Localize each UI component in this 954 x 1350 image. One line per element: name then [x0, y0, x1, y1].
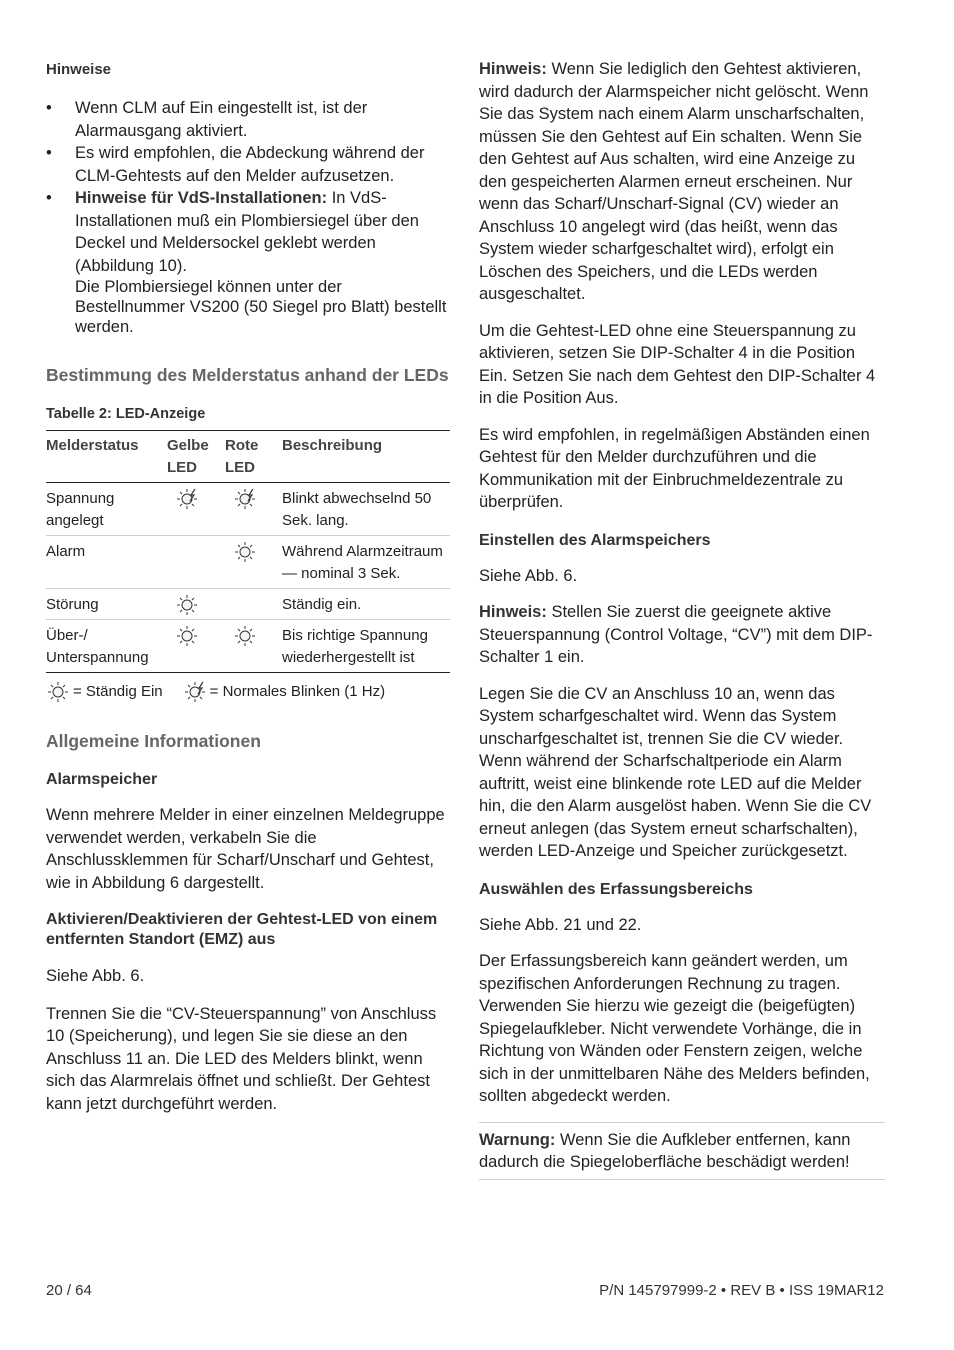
- general-heading: Allgemeine Informationen: [46, 731, 261, 751]
- cell-red-led: [225, 483, 282, 536]
- cell-red-led: [225, 589, 282, 620]
- document-reference: P/N 145797999-2 • REV B • ISS 19MAR12: [599, 1282, 884, 1299]
- recommend-paragraph: Es wird empfohlen, in regelmäßigen Abständen einen Gehtest für den Melder durchzuführen und die Kommunikation mit der Einbruchmeldezentrale zu überprüfen.: [479, 425, 870, 511]
- vds-extra: Die Plombiersiegel können unter der Bestellnummer VS200 (50 Siegel pro Blatt) bestellt werden.: [75, 278, 447, 336]
- led-steady-icon: [46, 681, 70, 703]
- see-figure-6-right: Siehe Abb. 6.: [479, 566, 578, 585]
- cell-yellow-led: [167, 483, 225, 536]
- cell-yellow-led: [167, 536, 225, 589]
- cell-red-led: [225, 620, 282, 673]
- cell-description: Bis richtige Spannung wiederhergestellt ist: [282, 620, 450, 673]
- note-cv-label: Hinweis:: [479, 603, 547, 621]
- note-item: • Wenn CLM auf Ein eingestellt ist, ist der Alarmausgang aktiviert.: [46, 97, 450, 142]
- cell-status: Alarm: [46, 536, 167, 589]
- memory-set-heading: Einstellen des Alarmspeichers: [479, 531, 711, 549]
- table-header-row: [46, 431, 450, 483]
- left-column: [46, 58, 450, 1115]
- remote-text: Trennen Sie die “CV-Steuerspannung” von Anschluss 10 (Speicherung), und legen Sie sie diese an den Anschluss 11 an. Die LED des Melders blinkt, wenn sich das Alarmrelais öffnet und schließt. Der Gehtest kann jetzt durchgeführt werden.: [46, 1004, 437, 1113]
- table-caption: Tabelle 2: LED-Anzeige: [46, 406, 206, 422]
- note-item-vds: [46, 187, 450, 337]
- col-header-red: Rote LED: [225, 431, 282, 483]
- cell-status: Spannung angelegt: [46, 490, 115, 529]
- cell-yellow-led: [167, 589, 225, 620]
- coverage-paragraph: Der Erfassungsbereich kann geändert werden, um spezifischen Anforderungen Rechnung zu tragen. Verwenden Sie hierzu wie gezeigt die (beigefügten) Spiegelaufkleber. Nicht verwendete Vorhänge, die in Richtung von Wänden oder Fenstern zeigen, welche sich in der unmittelbaren Nähe des Melders befinden, sollten abgedeckt werden.: [479, 952, 870, 1105]
- warning-text: Wenn Sie die Aufkleber entfernen, kann dadurch die Spiegeloberfläche beschädigt werden!: [479, 1130, 851, 1171]
- led-steady-icon: [233, 625, 257, 647]
- coverage-heading: Auswählen des Erfassungsbereichs: [479, 880, 753, 898]
- legend-blink-text: = Normales Blinken (1 Hz): [209, 683, 386, 700]
- led-blink-icon: [183, 681, 207, 703]
- note-text: Wenn Sie lediglich den Gehtest aktivieren, wird dadurch der Alarmspeicher nicht gelöscht. Wenn Sie das System nach einem Alarm unscharfschalten, müssen Sie den Gehtest auf Ein schalten. Wenn Sie den Gehtest auf Aus schalten, wird eine Anzeige zu den gespeicherten Alarmen erneut erscheinen. Nur wenn das Scharf/Unscharf-Signal (CV) wieder an Anschluss 10 angelegt wird (das heißt, wenn das System wieder scharfgeschaltet wird), erfolgt ein Löschen des Speichers, und die LEDs werden ausgeschaltet.: [479, 60, 869, 303]
- vds-text: In VdS-Installationen muß ein Plombiersiegel über den Deckel und Meldersockel geklebt werden (Abbildung 10).: [75, 189, 419, 275]
- see-figure-21-22: Siehe Abb. 21 und 22.: [479, 915, 642, 934]
- notes-list: [46, 97, 450, 337]
- legend-steady-text: = Ständig Ein: [73, 683, 163, 700]
- dip-paragraph: Um die Gehtest-LED ohne eine Steuerspannung zu aktivieren, setzen Sie DIP-Schalter 4 in die Position Ein. Setzen Sie nach dem Gehtest den DIP-Schalter 4 in die Position Aus.: [479, 321, 876, 407]
- cell-yellow-led: [167, 620, 225, 673]
- remote-heading: Aktivieren/Deaktivieren der Gehtest-LED von einem entfernten Standort (EMZ) aus: [46, 911, 438, 948]
- vds-label: Hinweise für VdS-Installationen:: [75, 189, 328, 207]
- table-row: [46, 536, 450, 589]
- table-row: [46, 589, 450, 620]
- note-cv-text: Stellen Sie zuerst die geeignete aktive Steuerspannung (Control Voltage, “CV”) mit dem DIP-Schalter 1 ein.: [479, 603, 873, 666]
- led-table: [46, 430, 450, 673]
- led-steady-icon: [175, 625, 199, 647]
- cell-description: Während Alarmzeitraum — nominal 3 Sek.: [282, 536, 450, 589]
- cell-status: Störung: [46, 589, 167, 620]
- cell-status: Über-/ Unterspannung: [46, 620, 167, 673]
- led-blink-icon: [175, 488, 199, 510]
- note-label: Hinweis:: [479, 60, 547, 78]
- alarm-memory-heading: Alarmspeicher: [46, 771, 158, 788]
- warning-label: Warnung:: [479, 1130, 556, 1149]
- led-steady-icon: [233, 541, 257, 563]
- cv-paragraph: Legen Sie die CV an Anschluss 10 an, wenn das System scharfgeschaltet wird. Wenn das System unscharfgeschaltet ist, trennen Sie die CV wieder. Wenn während der Scharfschaltperiode ein Alarm auftritt, weist eine blinkende rote LED auf die Melder hin, die den Alarm ausgelöst haben. Wenn Sie die CV erneut anlegen (das System erneut scharfschalten), werden LED-Anzeige und Speicher zurückgesetzt.: [479, 684, 872, 860]
- table-row: [46, 620, 450, 673]
- table-row: [46, 483, 450, 536]
- note-cv: [479, 601, 885, 669]
- col-header-description: Beschreibung: [282, 431, 450, 483]
- alarm-memory-text: Wenn mehrere Melder in einer einzelnen Meldegruppe verwendet werden, verkabeln Sie die Anschlussklemmen für Scharf/Unscharf und Gehtest, wie in Abbildung 6 dargestellt.: [46, 806, 445, 892]
- cell-description: Ständig ein.: [282, 589, 450, 620]
- note-gehtest: [479, 58, 885, 306]
- col-header-yellow: Gelbe LED: [167, 431, 225, 483]
- table-legend: [46, 681, 450, 703]
- led-steady-icon: [175, 594, 199, 616]
- led-blink-icon: [233, 488, 257, 510]
- cell-red-led: [225, 536, 282, 589]
- status-heading: Bestimmung des Melderstatus anhand der LEDs: [46, 365, 449, 385]
- see-figure-6: Siehe Abb. 6.: [46, 967, 145, 985]
- note-item: • Es wird empfohlen, die Abdeckung während der CLM-Gehtests auf den Melder aufzusetzen.: [46, 142, 450, 187]
- col-header-status: Melderstatus: [46, 431, 167, 483]
- page-number: 20 / 64: [46, 1282, 92, 1299]
- cell-description: Blinkt abwechselnd 50 Sek. lang.: [282, 490, 432, 529]
- notes-heading: Hinweise: [46, 61, 112, 78]
- right-column: [479, 58, 885, 1180]
- warning-box: [479, 1122, 885, 1180]
